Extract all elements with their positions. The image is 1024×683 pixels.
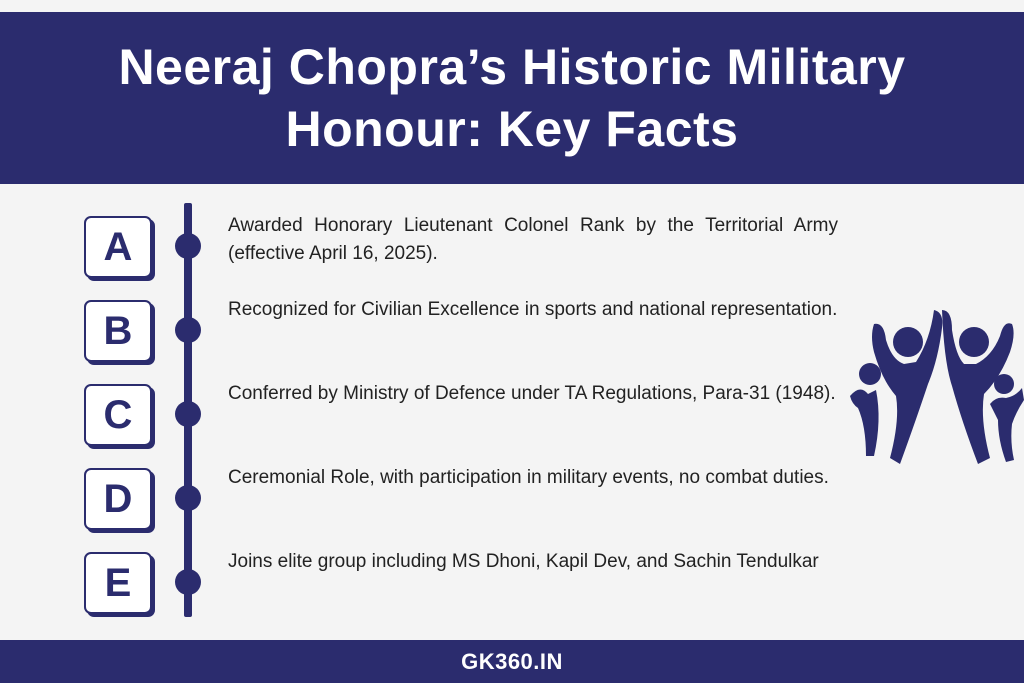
timeline-dot [175,401,201,427]
top-strip [0,0,1024,12]
timeline-dot [175,233,201,259]
fact-row-e [0,552,1024,636]
fact-text-a: Awarded Honorary Lieutenant Colonel Rank by the Territorial Army (effective April 16, 2025). [228,215,838,264]
timeline-dot [175,317,201,343]
footer-banner [0,640,1024,683]
people-celebrating-icon [846,300,1024,470]
fact-text-d: Ceremonial Role, with participation in military events, no combat duties. [228,467,829,488]
letter-badge-a: A [84,216,152,278]
letter-badge-d: D [84,468,152,530]
letter-badge-c: C [84,384,152,446]
letter-badge-e: E [84,552,152,614]
header-banner [0,12,1024,184]
fact-text-c: Conferred by Ministry of Defence under TA Regulations, Para-31 (1948). [228,383,836,404]
page-title: Neeraj Chopra’s Historic Military Honour: Key Facts [118,39,906,157]
fact-row-d [0,468,1024,552]
fact-row-a [0,216,1024,300]
timeline-dot [175,485,201,511]
fact-text-e: Joins elite group including MS Dhoni, Kapil Dev, and Sachin Tendulkar [228,551,819,572]
timeline-dot [175,569,201,595]
fact-text-b: Recognized for Civilian Excellence in sports and national representation. [228,299,838,320]
footer-site-link[interactable]: GK360.IN [461,648,563,674]
letter-badge-b: B [84,300,152,362]
